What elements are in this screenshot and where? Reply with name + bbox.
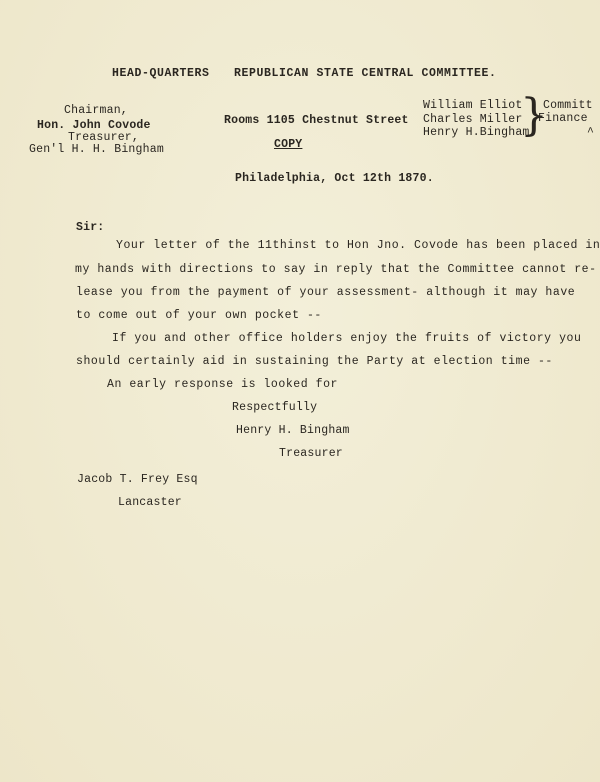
chairman-label: Chairman, — [64, 104, 128, 117]
letter-line: should certainly aid in sustaining the Party at election time -- — [76, 355, 553, 368]
brace-mark: } — [520, 90, 548, 141]
header-left-title: HEAD-QUARTERS — [112, 67, 210, 80]
header-right-title: REPUBLICAN STATE CENTRAL COMMITTEE. — [234, 67, 497, 80]
office-address: Rooms 1105 Chestnut Street — [224, 114, 409, 127]
committee-member: William Elliot — [423, 99, 523, 112]
recipient-place: Lancaster — [118, 496, 182, 509]
chairman-name: Hon. John Covode — [37, 119, 151, 132]
copy-mark: COPY — [274, 138, 303, 151]
committee-member: Charles Miller — [423, 113, 523, 126]
signer-title: Treasurer — [279, 447, 343, 460]
letter-line: my hands with directions to say in reply that the Committee cannot re- — [75, 263, 597, 276]
letter-line: An early response is looked for — [107, 378, 338, 391]
caret-mark: ^ — [587, 126, 595, 139]
letter-line: If you and other office holders enjoy the fruits of victory you — [112, 332, 582, 345]
date-line: Philadelphia, Oct 12th 1870. — [235, 172, 434, 185]
letter-line: lease you from the payment of your assessment- although it may have — [76, 286, 576, 299]
committee-label-line1: Committ — [543, 99, 593, 112]
committee-label-line2: Finance — [538, 112, 588, 125]
letter-line: Your letter of the 11thinst to Hon Jno. Covode has been placed in — [116, 239, 600, 252]
letter-line: to come out of your own pocket -- — [76, 309, 322, 322]
treasurer-name: Gen'l H. H. Bingham — [29, 143, 164, 156]
treasurer-label: Treasurer, — [68, 131, 140, 144]
recipient-name: Jacob T. Frey Esq — [77, 473, 198, 486]
salutation: Sir: — [76, 221, 105, 234]
committee-member: Henry H.Bingham — [423, 126, 530, 139]
closing: Respectfully — [232, 401, 318, 414]
signer-name: Henry H. Bingham — [236, 424, 350, 437]
